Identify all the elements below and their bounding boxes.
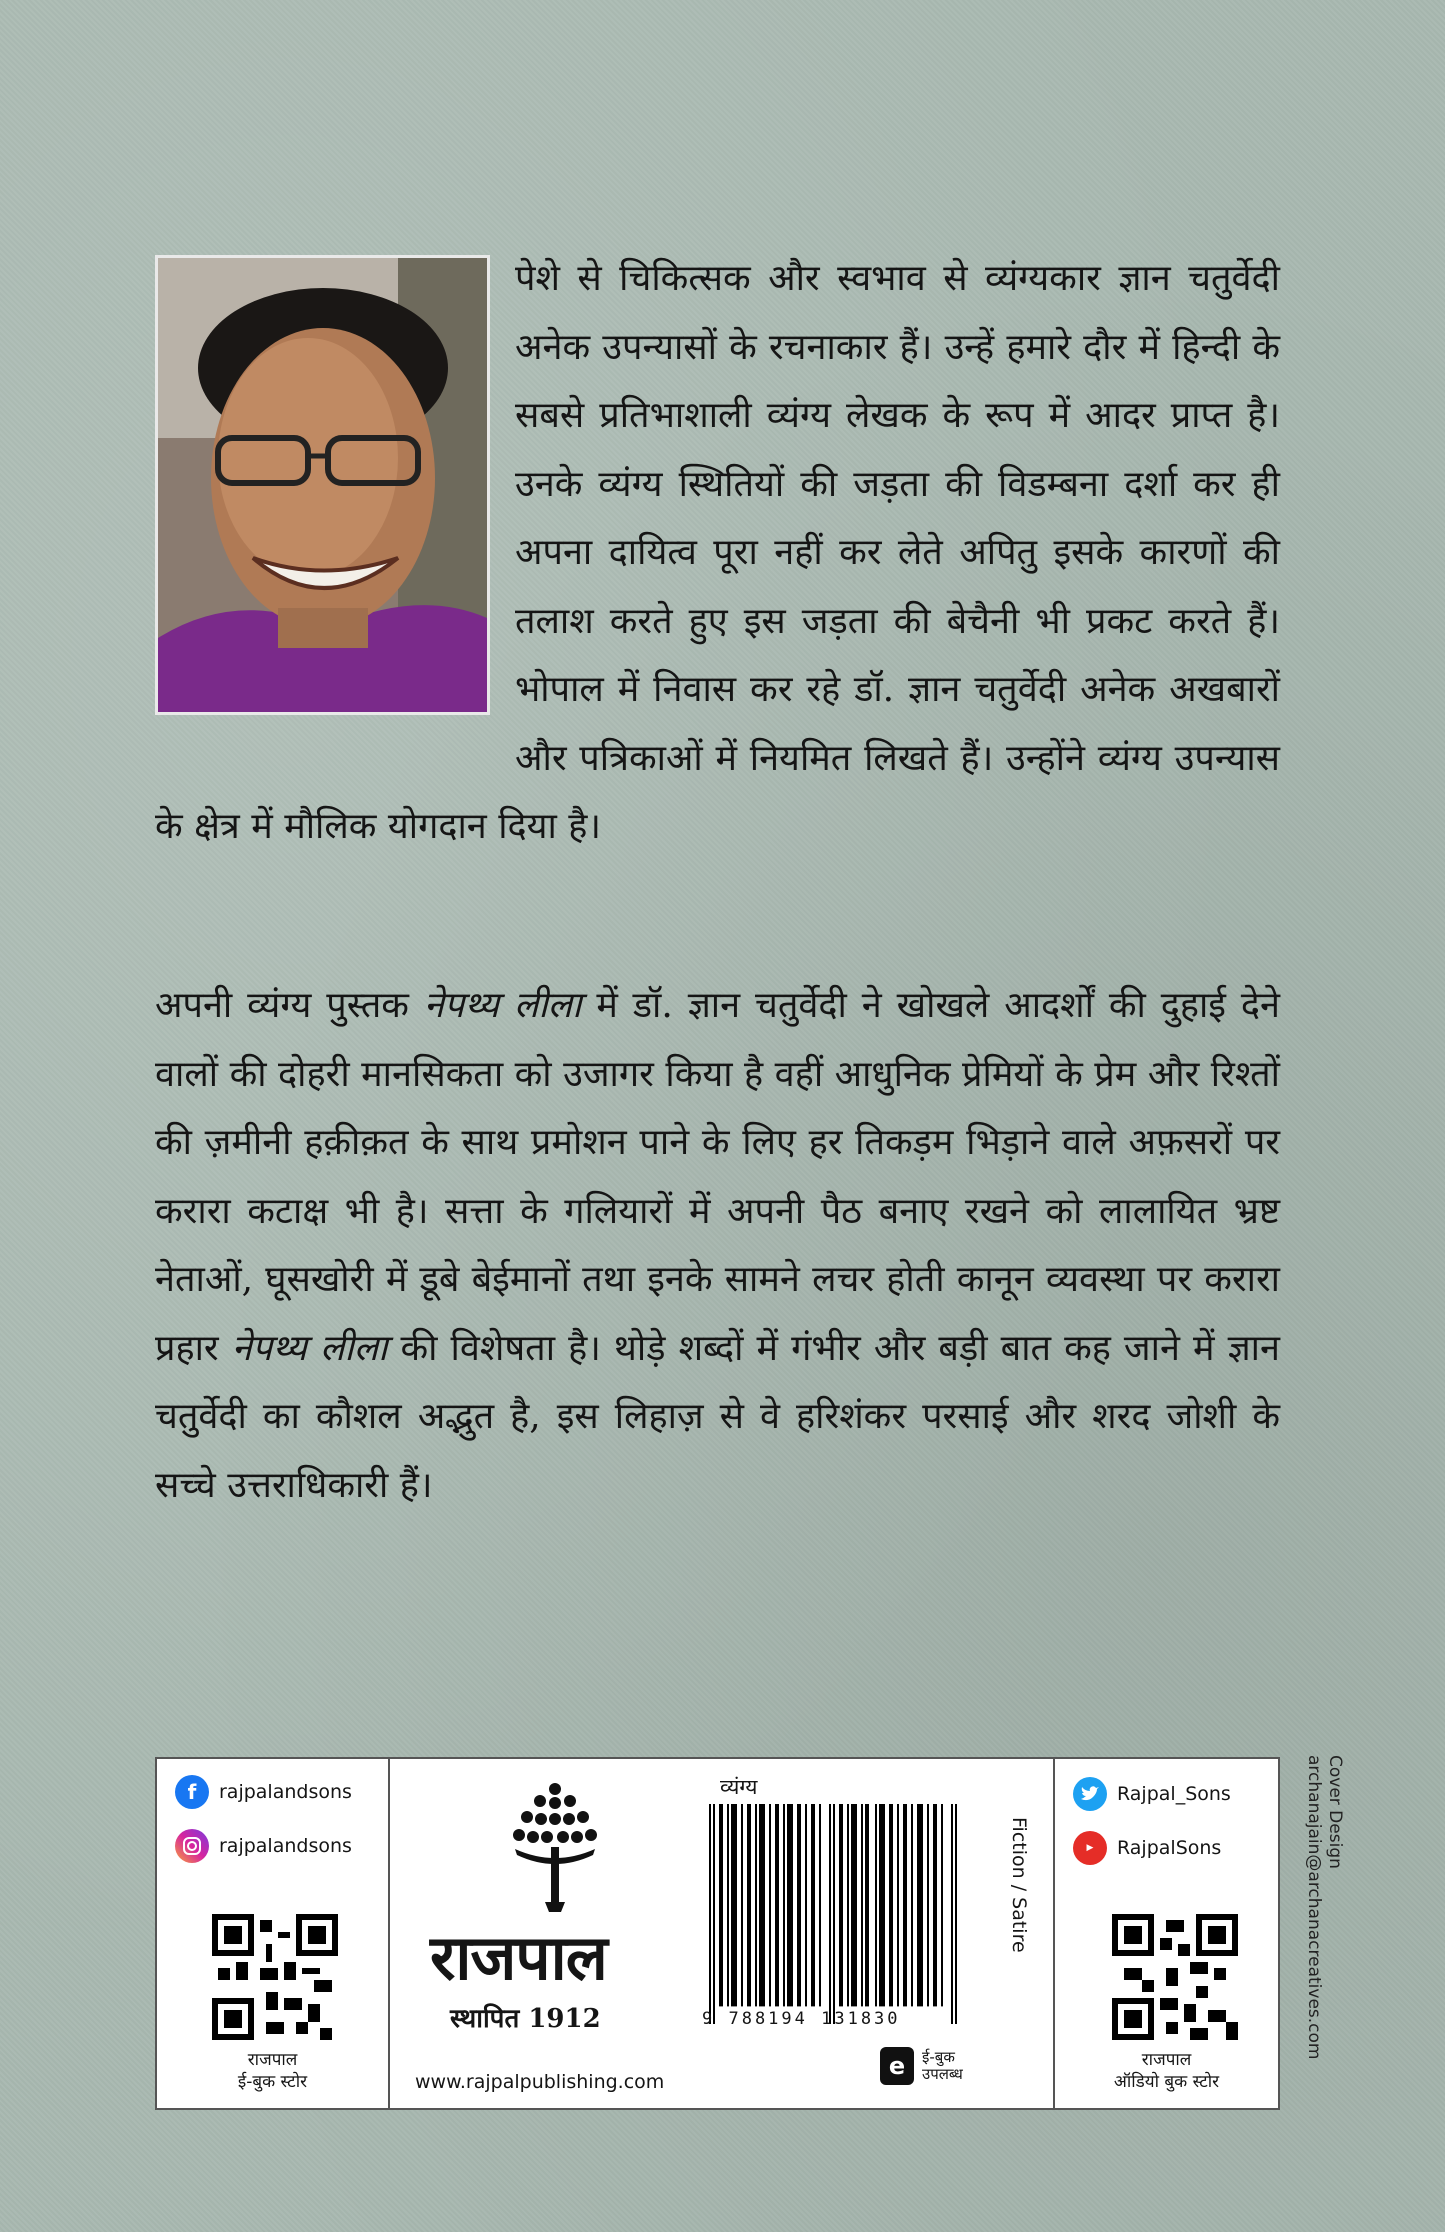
ebook-label-line: उपलब्ध bbox=[922, 2065, 963, 2083]
footer-right-column bbox=[1055, 1759, 1278, 2108]
ebook-store-caption bbox=[157, 2049, 388, 2093]
qr-caption-line: ऑडियो बुक स्टोर bbox=[1113, 2072, 1220, 2092]
book-title-italic: नेपथ्य लीला bbox=[231, 1327, 388, 1369]
desc-part-2: में डॉ. ज्ञान चतुर्वेदी ने खोखले आदर्शों की दुहाई देने वालों की दोहरी मानसिकता को उजागर किया है वहीं आधुनिक प्रेमियों के प्रेम और रिश्तों की ज़मीनी हक़ीक़त के साथ प्रमोशन पाने के लिए हर तिकड़म भिड़ाने वाले अफ़सरों पर करारा कटाक्ष भी है। सत्ता के गलियारों में अपनी पैठ बनाए रखने को लालायित भ्रष्ट नेताओं, घूसखोरी में डूबे बेईमानों तथा इनके सामने लचर होती कानून व्यवस्था पर करारा प्रहार bbox=[155, 985, 1280, 1369]
ebook-store-qr-code[interactable] bbox=[212, 1914, 338, 2040]
instagram-link[interactable] bbox=[175, 1829, 352, 1863]
audiobook-store-caption bbox=[1055, 2049, 1278, 2093]
photo-spacer bbox=[155, 245, 515, 725]
credit-email: archanajain@archanacreatives.com bbox=[1304, 1755, 1324, 2060]
twitter-link[interactable] bbox=[1073, 1777, 1231, 1811]
facebook-link[interactable] bbox=[175, 1775, 352, 1809]
genre-label: व्यंग्य bbox=[720, 1775, 758, 1799]
publisher-website-link[interactable]: www.rajpalpublishing.com bbox=[415, 2071, 665, 2093]
youtube-link[interactable] bbox=[1073, 1831, 1221, 1865]
credit-title: Cover Design bbox=[1325, 1755, 1345, 1869]
facebook-handle: rajpalandsons bbox=[219, 1781, 352, 1803]
established-year: स्थापित 1912 bbox=[450, 2004, 601, 2034]
ebook-label-line: ई-बुक bbox=[922, 2048, 955, 2066]
instagram-handle: rajpalandsons bbox=[219, 1835, 352, 1857]
youtube-handle: RajpalSons bbox=[1117, 1837, 1222, 1859]
ebook-icon: e bbox=[880, 2047, 914, 2085]
category-label: Fiction / Satire bbox=[1008, 1817, 1030, 1953]
qr-caption-line: ई-बुक स्टोर bbox=[237, 2072, 308, 2092]
publisher-name: राजपाल bbox=[430, 1921, 607, 1994]
twitter-icon bbox=[1073, 1777, 1107, 1811]
publisher-tree-logo-icon bbox=[505, 1777, 605, 1917]
audiobook-store-qr-code[interactable] bbox=[1112, 1914, 1238, 2040]
twitter-handle: Rajpal_Sons bbox=[1117, 1783, 1231, 1805]
desc-part-1: अपनी व्यंग्य पुस्तक bbox=[155, 985, 424, 1026]
publisher-footer bbox=[155, 1757, 1280, 2110]
qr-caption-line: राजपाल bbox=[247, 2050, 298, 2070]
author-bio bbox=[155, 245, 1280, 862]
youtube-icon: ▶ bbox=[1073, 1831, 1107, 1865]
cover-design-credit bbox=[1303, 1755, 1345, 2059]
book-description bbox=[155, 972, 1280, 1520]
footer-left-column bbox=[157, 1759, 390, 2108]
footer-middle-column bbox=[390, 1759, 1055, 2108]
instagram-icon bbox=[175, 1829, 209, 1863]
desc-part-3: की विशेषता है। थोड़े शब्दों में गंभीर और बड़ी बात कह जाने में ज्ञान चतुर्वेदी का कौशल अद्भुत है, इस लिहाज़ से वे हरिशंकर परसाई और शरद जोशी के सच्चे उत्तराधिकारी हैं। bbox=[155, 1327, 1280, 1506]
isbn-barcode bbox=[705, 1804, 965, 2024]
book-title-italic: नेपथ्य लीला bbox=[423, 985, 582, 1026]
facebook-icon: f bbox=[175, 1775, 209, 1809]
ebook-available-badge bbox=[880, 2047, 963, 2085]
author-bio-text: पेशे से चिकित्सक और स्वभाव से व्यंग्यकार ज्ञान चतुर्वेदी अनेक उपन्यासों के रचनाकार हैं। उन्हें हमारे दौर में हिन्दी के सबसे प्रतिभाशाली व्यंग्य लेखक के रूप में आदर प्राप्त है। उनके व्यंग्य स्थितियों की जड़ता की विडम्बना दर्शा कर ही अपना दायित्व पूरा नहीं कर लेते अपितु इसके कारणों की तलाश करते हुए इस जड़ता की बेचैनी भी प्रकट करते हैं। भोपाल में निवास कर रहे डॉ. ज्ञान चतुर्वेदी अनेक अखबारों और पत्रिकाओं में नियमित लिखते हैं। उन्होंने व्यंग्य उपन्यास के क्षेत्र में मौलिक योगदान दिया है। bbox=[155, 258, 1280, 847]
qr-caption-line: राजपाल bbox=[1141, 2050, 1192, 2070]
isbn-number: 9 788194 131830 bbox=[702, 2009, 901, 2029]
